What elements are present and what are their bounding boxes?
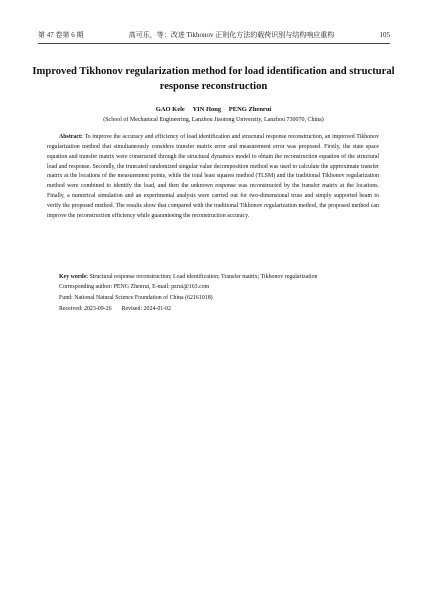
affiliation: (School of Mechanical Engineering, Lanzhou Jiaotong University, Lanzhou 730070, China) [103,117,324,123]
keywords-label: Key words: [59,274,88,280]
page-number: 105 [379,31,390,39]
keywords-text: Structural response reconstruction; Load identification; Transfer matrix; Tikhonov regularization [89,274,318,280]
abstract-label: Abstract: [59,134,83,140]
running-header [38,31,390,44]
abstract [47,133,379,222]
fund-info: Fund: National Natural Science Foundation of China (62161018) [59,295,213,301]
paper-title: Improved Tikhonov regularization method for load identification and structural response reconstruction [32,66,395,92]
received-date: Received: 2023-09-26 [59,306,112,312]
author-name: GAO Kele [155,106,185,113]
running-title: 高可乐，等：改进 Tikhonov 正则化方法的载荷识别与结构响应重构 [128,31,335,39]
abstract-text: To improve the accuracy and efficiency of load identification and structural response reconstruction, an improved Tikhonov regularization method that simultaneously considers transfer matrix error and measurement error was proposed. Firstly, the state space equation and transfer matrix were constructed through the structural dynamics model to obtain the reconstruction equation of the structural load and response. Secondly, the truncated randomized singular value decomposition method was used to calculate the approximate transfer matrix at the locations of the measurement points, while the total least squares method (TLSM) and the traditional Tikhonov regularization method were combined to identify the load, and then the unknown response was reconstructed by the transfer matrix at the locations. Finally, a numerical simulation and an experimental analysis were carried out for two-dimensional truss and simply supported beam to verify the proposed method. The results show that compared with the traditional Tikhonov regularization method, the proposed method can improve the reconstruction efficiency while guaranteeing the reconstruction accuracy. [47,134,379,219]
author-name: PENG Zhenrui [228,106,272,113]
author-name: YIN Hong [192,106,222,113]
revised-date: Revised: 2024-01-02 [121,306,172,312]
journal-volume-issue: 第 47 卷第 6 期 [38,31,84,39]
keywords [59,273,379,281]
corresponding-author: Corresponding author: PENG Zhenrui, E-mail: pzrui@163.com [59,284,210,290]
author-list [0,105,427,114]
dates [59,305,379,313]
